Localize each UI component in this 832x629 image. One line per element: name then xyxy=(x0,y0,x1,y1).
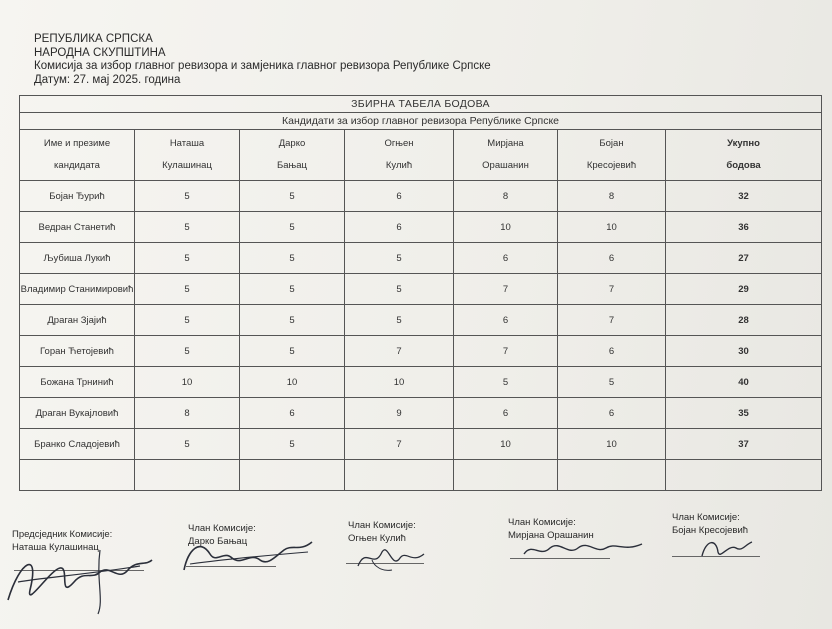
table-row xyxy=(20,274,822,305)
signature-member-2: Члан Комисије: Огњен Кулић xyxy=(348,520,416,544)
handwritten-signature-icon xyxy=(180,530,320,580)
candidate-name: Бојан Ђурић xyxy=(20,181,135,212)
total-cell: 29 xyxy=(666,274,822,305)
table-subtitle: Кандидати за избор главног ревизора Републике Српске xyxy=(20,113,822,130)
score-cell: 10 xyxy=(345,367,454,398)
score-cell: 9 xyxy=(345,398,454,429)
score-cell: 10 xyxy=(454,429,558,460)
score-cell: 5 xyxy=(135,305,240,336)
total-cell: 32 xyxy=(666,181,822,212)
score-cell: 6 xyxy=(454,398,558,429)
column-header-total: Укупно бодова xyxy=(666,130,822,181)
score-cell: 6 xyxy=(454,243,558,274)
candidate-name: Драган Зјајић xyxy=(20,305,135,336)
score-cell: 7 xyxy=(345,336,454,367)
score-cell: 5 xyxy=(240,305,345,336)
signature-member-4: Члан Комисије: Бојан Кресојевић xyxy=(672,512,749,536)
table-header-row xyxy=(20,130,822,181)
score-cell: 5 xyxy=(558,367,666,398)
table-row xyxy=(20,429,822,460)
column-header-judge-1: Наташа Кулашинац xyxy=(135,130,240,181)
score-cell: 5 xyxy=(454,367,558,398)
column-header-candidate: Име и презиме кандидата xyxy=(20,130,135,181)
score-cell: 5 xyxy=(135,243,240,274)
candidate-name: Горан Ћетојевић xyxy=(20,336,135,367)
score-table xyxy=(19,95,822,491)
score-cell: 5 xyxy=(240,181,345,212)
column-header-judge-4: Мирјана Орашанин xyxy=(454,130,558,181)
score-cell: 10 xyxy=(558,429,666,460)
candidate-name: Ведран Станетић xyxy=(20,212,135,243)
candidate-name: Божана Трнинић xyxy=(20,367,135,398)
score-cell: 10 xyxy=(454,212,558,243)
table-row xyxy=(20,243,822,274)
score-cell: 10 xyxy=(240,367,345,398)
table-row xyxy=(20,181,822,212)
score-cell: 5 xyxy=(135,429,240,460)
column-header-judge-5: Бојан Кресојевић xyxy=(558,130,666,181)
column-header-judge-2: Дарко Бањац xyxy=(240,130,345,181)
candidate-name: Бранко Сладојевић xyxy=(20,429,135,460)
handwritten-signature-icon xyxy=(520,534,650,564)
score-cell: 10 xyxy=(135,367,240,398)
score-cell: 5 xyxy=(345,305,454,336)
total-cell: 36 xyxy=(666,212,822,243)
header-date: Датум: 27. мај 2025. година xyxy=(34,73,181,86)
score-cell: 6 xyxy=(558,398,666,429)
score-cell: 7 xyxy=(454,274,558,305)
score-cell: 6 xyxy=(558,336,666,367)
table-row xyxy=(20,367,822,398)
document-header xyxy=(34,33,491,87)
table-row xyxy=(20,305,822,336)
table-row xyxy=(20,336,822,367)
score-cell: 5 xyxy=(240,429,345,460)
table-title: ЗБИРНА ТАБЕЛА БОДОВА xyxy=(20,96,822,113)
total-cell: 37 xyxy=(666,429,822,460)
score-cell: 7 xyxy=(454,336,558,367)
total-cell: 35 xyxy=(666,398,822,429)
empty-table-row xyxy=(20,460,822,491)
score-cell: 6 xyxy=(240,398,345,429)
score-cell: 5 xyxy=(240,336,345,367)
total-cell: 28 xyxy=(666,305,822,336)
score-cell: 7 xyxy=(345,429,454,460)
score-cell: 5 xyxy=(240,212,345,243)
table-row xyxy=(20,398,822,429)
total-cell: 27 xyxy=(666,243,822,274)
header-commission: Комисија за избор главног ревизора и замјеника главног ревизора Републике Српске xyxy=(34,60,491,72)
score-cell: 5 xyxy=(135,336,240,367)
score-cell: 5 xyxy=(345,243,454,274)
score-cell: 7 xyxy=(558,274,666,305)
score-cell: 6 xyxy=(345,181,454,212)
handwritten-signature-icon xyxy=(352,540,432,576)
score-cell: 10 xyxy=(558,212,666,243)
score-cell: 6 xyxy=(558,243,666,274)
score-cell: 5 xyxy=(240,243,345,274)
score-cell: 6 xyxy=(454,305,558,336)
total-cell: 40 xyxy=(666,367,822,398)
score-cell: 6 xyxy=(345,212,454,243)
candidate-name: Драган Вукајловић xyxy=(20,398,135,429)
candidate-name: Владимир Станимировић xyxy=(20,274,135,305)
score-cell: 8 xyxy=(135,398,240,429)
signature-president: Предсједник Комисије: Наташа Кулашинац xyxy=(12,529,113,553)
handwritten-signature-icon xyxy=(696,534,756,564)
handwritten-signature-icon xyxy=(0,530,160,620)
score-cell: 5 xyxy=(135,274,240,305)
score-cell: 8 xyxy=(558,181,666,212)
header-republic: РЕПУБЛИКА СРПСКА xyxy=(34,33,153,45)
score-cell: 7 xyxy=(558,305,666,336)
signature-member-3: Члан Комисије: Мирјана Орашанин xyxy=(508,517,594,541)
score-cell: 5 xyxy=(135,212,240,243)
table-row xyxy=(20,212,822,243)
column-header-judge-3: Огњен Кулић xyxy=(345,130,454,181)
score-cell: 5 xyxy=(345,274,454,305)
total-cell: 30 xyxy=(666,336,822,367)
header-assembly: НАРОДНА СКУПШТИНА xyxy=(34,46,166,59)
score-cell: 5 xyxy=(135,181,240,212)
score-cell: 5 xyxy=(240,274,345,305)
candidate-name: Љубиша Лукић xyxy=(20,243,135,274)
signature-member-1: Члан Комисије: Дарко Бањац xyxy=(188,523,256,547)
score-cell: 8 xyxy=(454,181,558,212)
